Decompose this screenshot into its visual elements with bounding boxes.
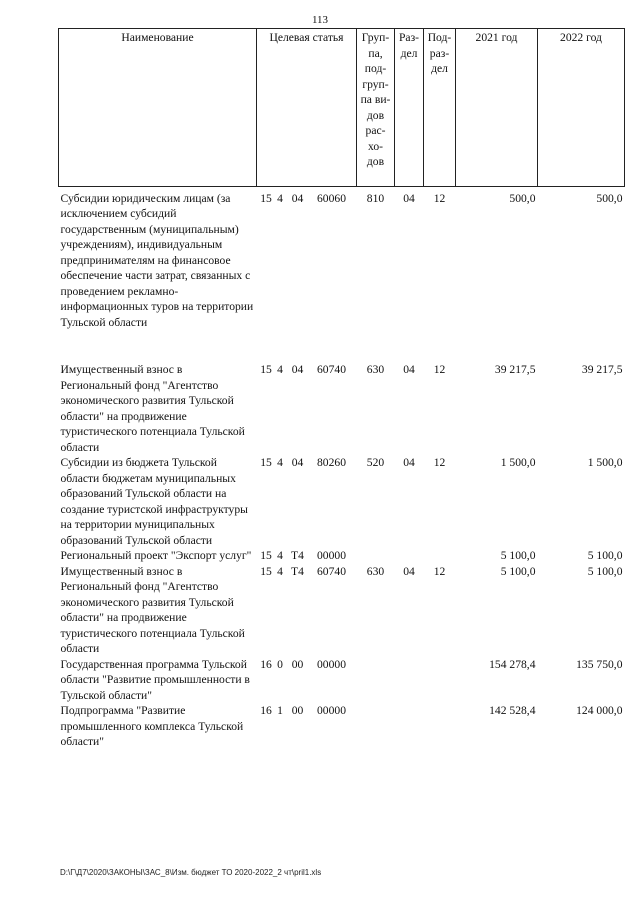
header-group: Груп- па, под- груп- па ви- дов рас- хо- дов bbox=[357, 29, 395, 187]
table-row bbox=[59, 455, 625, 548]
table-row bbox=[59, 191, 625, 331]
table-row bbox=[59, 703, 625, 750]
row-name: Государственная программа Тульской области "Развитие промышленности в Тульской области" bbox=[60, 657, 250, 702]
row-2021: 39 217,5 bbox=[494, 363, 536, 376]
row-2022: 124 000,0 bbox=[576, 704, 623, 717]
row-2021: 5 100,0 bbox=[500, 564, 536, 578]
row-name: Подпрограмма "Развитие промышленного комплекса Тульской области" bbox=[60, 704, 244, 748]
row-2021: 500,0 bbox=[509, 191, 536, 205]
row-2021: 154 278,4 bbox=[489, 657, 536, 671]
file-path-footer: D:\Г\Д7\2020\ЗАКОНЫ\ЗАС_8\Изм. бюджет ТО 2020-2022_2 чт\pril1.xls bbox=[60, 868, 322, 877]
row-section bbox=[395, 548, 424, 564]
row-name: Субсидии юридическим лицам (за исключением субсидий государственным (муниципальным) учреждениям), индивидуальным предпринимателям на финансовое обеспечение части затрат, связанных с проведением рекламно-информационных туров на территории Тульской области bbox=[60, 191, 254, 329]
row-group: 630 bbox=[366, 564, 385, 578]
row-2022: 1 500,0 bbox=[587, 456, 623, 469]
row-subsection bbox=[424, 548, 456, 564]
row-2021: 142 528,4 bbox=[489, 704, 536, 717]
row-subsection: 12 bbox=[433, 564, 446, 578]
header-name: Наименование bbox=[59, 29, 257, 187]
row-section bbox=[395, 703, 424, 750]
row-group bbox=[357, 657, 395, 704]
row-group: 520 bbox=[366, 456, 385, 469]
row-2022: 135 750,0 bbox=[576, 657, 623, 671]
header-row bbox=[59, 29, 625, 187]
row-2022: 5 100,0 bbox=[587, 564, 623, 578]
row-target: 16 1 00 00000 bbox=[260, 704, 346, 717]
page-number: 113 bbox=[311, 14, 329, 26]
row-group bbox=[357, 548, 395, 564]
row-section: 04 bbox=[403, 456, 415, 469]
row-2022: 39 217,5 bbox=[581, 363, 623, 376]
row-target: 15 4 04 60060 bbox=[260, 191, 346, 205]
row-target: 15 4 T4 60740 bbox=[260, 564, 346, 578]
table-row bbox=[59, 362, 625, 455]
header-2022: 2022 год bbox=[538, 29, 625, 187]
header-target: Целевая статья bbox=[257, 29, 357, 187]
row-2022: 500,0 bbox=[596, 191, 623, 205]
row-target: 15 4 04 80260 bbox=[260, 456, 346, 469]
row-group bbox=[357, 703, 395, 750]
row-subsection bbox=[424, 703, 456, 750]
row-subsection: 12 bbox=[433, 456, 446, 469]
row-target: 15 4 04 60740 bbox=[260, 363, 346, 376]
row-2022: 5 100,0 bbox=[587, 549, 623, 562]
header-subsection: Под- раз- дел bbox=[424, 29, 456, 187]
table-row bbox=[59, 657, 625, 704]
row-subsection: 12 bbox=[433, 191, 446, 205]
row-section: 04 bbox=[403, 363, 415, 376]
row-name: Субсидии из бюджета Тульской области бюджетам муниципальных образований Тульской области на создание туристской инфраструктуры на территории муниципальных образований Тульской области bbox=[60, 456, 248, 547]
row-name: Имущественный взнос в Региональный фонд "Агентство экономического развития Тульской области" на продвижение туристического потенциала Тульской области bbox=[60, 363, 245, 454]
table-row bbox=[59, 548, 625, 564]
row-subsection bbox=[424, 657, 456, 704]
row-2021: 5 100,0 bbox=[500, 549, 536, 562]
row-target: 15 4 T4 00000 bbox=[260, 549, 346, 562]
row-name: Региональный проект "Экспорт услуг" bbox=[60, 549, 252, 562]
row-section: 04 bbox=[403, 564, 415, 578]
row-name: Имущественный взнос в Региональный фонд "Агентство экономического развития Тульской области" на продвижение туристического потенциала Тульской области bbox=[60, 564, 245, 655]
row-subsection: 12 bbox=[433, 363, 446, 376]
table-row bbox=[59, 564, 625, 657]
row-section: 04 bbox=[403, 191, 415, 205]
row-group: 810 bbox=[366, 191, 385, 205]
row-2021: 1 500,0 bbox=[500, 456, 536, 469]
header-2021: 2021 год bbox=[456, 29, 538, 187]
row-target: 16 0 00 00000 bbox=[260, 657, 346, 671]
row-section bbox=[395, 657, 424, 704]
budget-table bbox=[58, 28, 625, 750]
row-group: 630 bbox=[366, 363, 385, 376]
header-section: Раз- дел bbox=[395, 29, 424, 187]
